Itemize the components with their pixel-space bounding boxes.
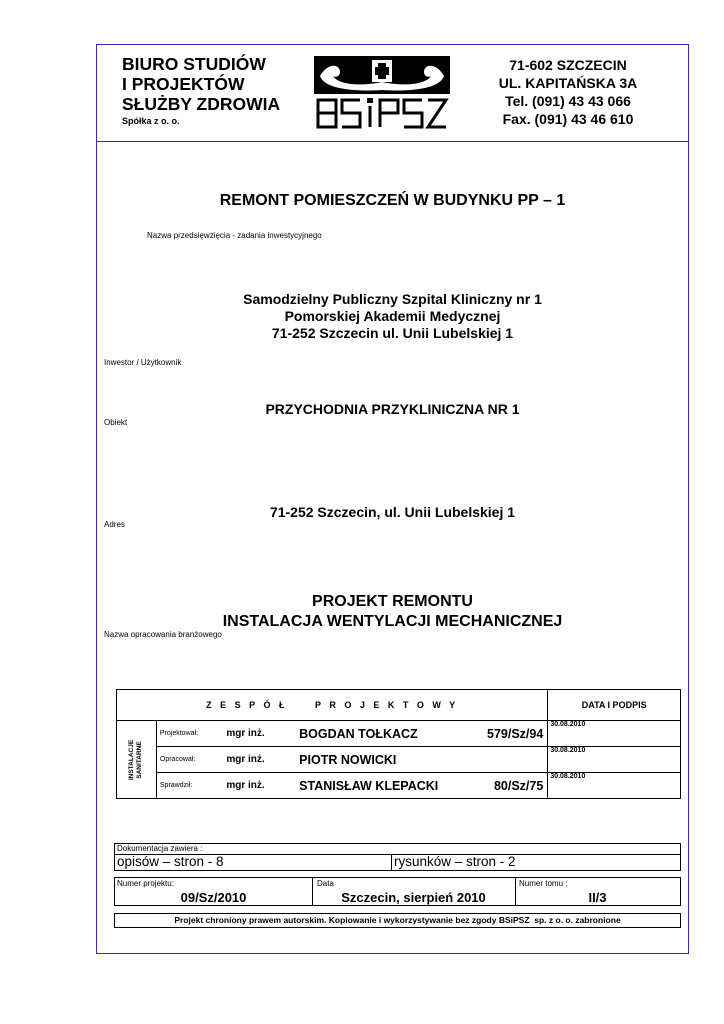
firm-address-line: Tel. (091) 43 43 066	[505, 93, 631, 109]
object-name: PRZYCHODNIA PRZYKLINICZNA NR 1	[265, 401, 520, 417]
person-title: mgr inż.	[224, 747, 299, 773]
license-number: 579/Sz/94	[474, 721, 548, 747]
license-number	[474, 747, 548, 773]
volume-number: II/3	[588, 890, 607, 905]
firm-name-line: SŁUŻBY ZDROWIA	[122, 94, 281, 114]
person-title: mgr inż.	[224, 773, 299, 799]
team-header: Z E S P Ó Ł P R O J E K T O W Y	[117, 690, 548, 721]
person-name: STANISŁAW KLEPACKI	[299, 773, 474, 799]
study-block	[96, 592, 689, 632]
role-label: Sprawdził:	[156, 773, 224, 799]
study-caption: Nazwa opracowania branżowego	[104, 630, 222, 639]
person-name: BOGDAN TOŁKACZ	[299, 721, 474, 747]
bsipsz-logo	[314, 56, 450, 130]
team-table	[116, 689, 681, 799]
study-line: INSTALACJA WENTYLACJI MECHANICZNEJ	[222, 613, 563, 630]
study-line: PROJEKT REMONTU	[312, 593, 473, 610]
object-caption: Obiekt	[104, 418, 128, 427]
firm-name-line: BIURO STUDIÓW	[122, 54, 266, 74]
signature-date: 30.08.2010	[548, 747, 681, 773]
documentation-column-divider	[391, 854, 392, 870]
person-title: mgr inż.	[224, 721, 299, 747]
project-date: Szczecin, sierpień 2010	[341, 890, 486, 905]
firm-legal-form: Spółka z o. o.	[122, 116, 180, 126]
address-caption: Adres	[104, 520, 125, 529]
signature-date: 30.08.2010	[548, 773, 681, 799]
role-label: Projektował:	[156, 721, 224, 747]
team-row	[117, 773, 681, 799]
firm-name-line: I PROJEKTÓW	[122, 74, 245, 94]
copyright-notice: Projekt chroniony prawem autorskim. Kopiowanie i wykorzystywanie bez zgody BSiPSZ sp. z o. o. zabronione	[114, 913, 681, 928]
descriptions-count: opisów – stron - 8	[117, 854, 224, 869]
drawings-count: rysunków – stron - 2	[394, 854, 516, 869]
branch-label: INSTALACJE SANITARNE	[128, 739, 144, 780]
team-header-row	[117, 690, 681, 721]
firm-address-line: Fax. (091) 43 46 610	[502, 111, 634, 127]
header-divider	[96, 141, 689, 142]
project-number: 09/Sz/2010	[180, 890, 247, 905]
page-frame	[96, 44, 689, 954]
volume-caption: Numer tomu :	[519, 879, 568, 888]
documentation-box	[114, 843, 681, 871]
firm-address-line: UL. KAPITAŃSKA 3A	[498, 75, 638, 91]
object-address: 71-252 Szczecin, ul. Unii Lubelskiej 1	[269, 504, 516, 520]
date-header: DATA I PODPIS	[548, 690, 681, 721]
branch-cell	[117, 721, 157, 799]
date-caption: Data	[317, 879, 334, 888]
project-title-caption: Nazwa przedsięwzięcia - zadania inwestycyjnego	[147, 231, 322, 240]
license-number: 80/Sz/75	[474, 773, 548, 799]
firm-address	[478, 56, 658, 128]
meta-box	[114, 877, 681, 906]
project-title: REMONT POMIESZCZEŃ W BUDYNKU PP – 1	[219, 192, 566, 209]
documentation-caption: Dokumentacja zawiera :	[117, 844, 203, 853]
firm-name	[122, 54, 280, 128]
logo-emblem-icon	[314, 56, 450, 130]
project-number-caption: Numer projektu:	[117, 879, 174, 888]
firm-address-line: 71-602 SZCZECIN	[509, 57, 627, 73]
team-row	[117, 721, 681, 747]
team-row	[117, 747, 681, 773]
role-label: Opracował:	[156, 747, 224, 773]
signature-date: 30.08.2010	[548, 721, 681, 747]
person-name: PIOTR NOWICKI	[299, 747, 474, 773]
investor-line: Samodzielny Publiczny Szpital Kliniczny nr 1	[243, 291, 542, 307]
investor-line: 71-252 Szczecin ul. Unii Lubelskiej 1	[271, 325, 514, 341]
investor-caption: Inwestor / Użytkownik	[104, 358, 182, 367]
investor-line: Pomorskiej Akademii Medycznej	[284, 308, 501, 324]
investor-block	[96, 291, 689, 342]
